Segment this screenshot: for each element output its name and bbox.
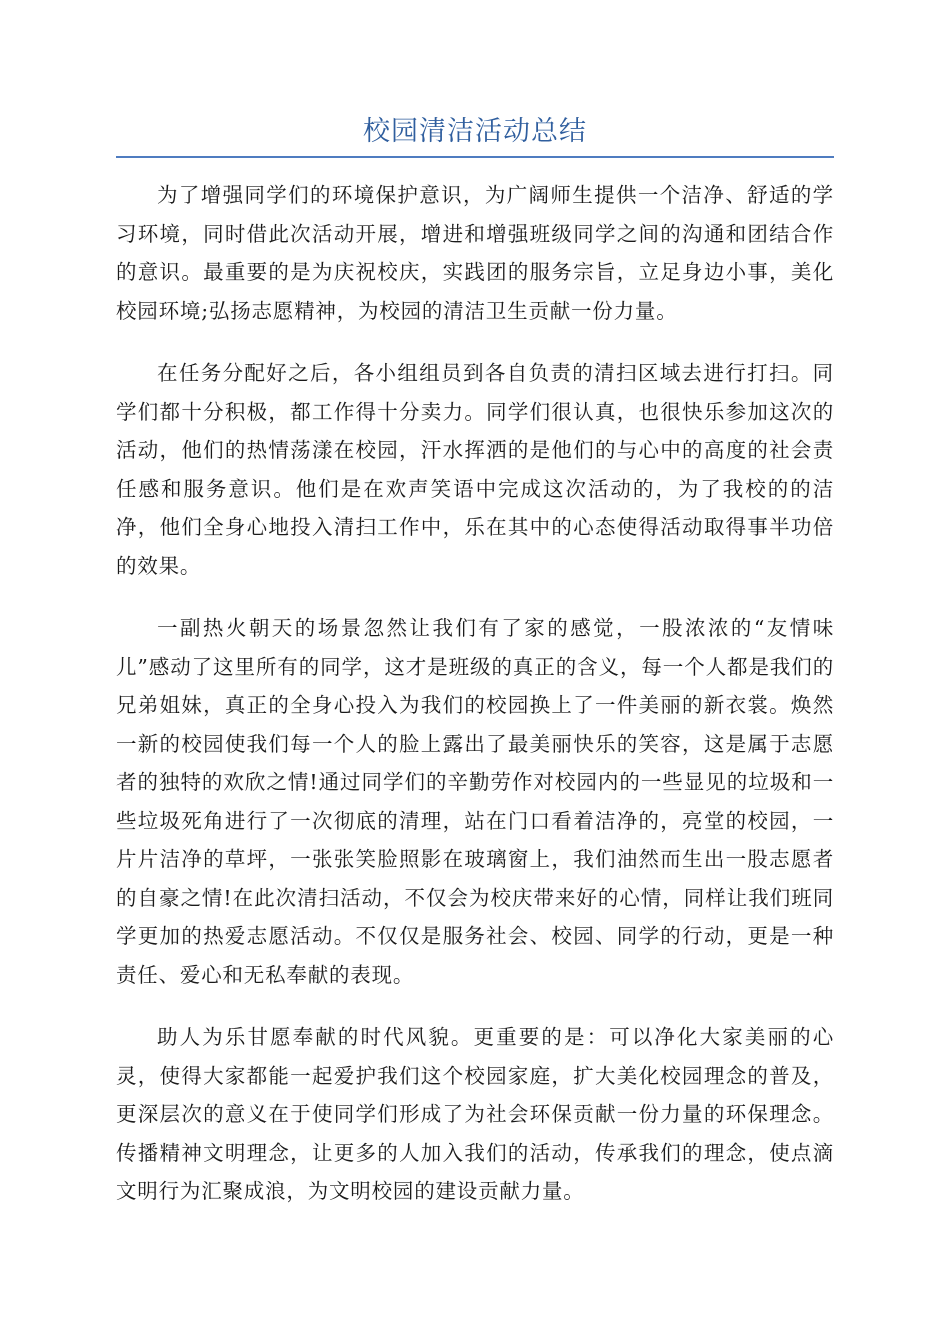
page-title: 校园清洁活动总结 bbox=[363, 116, 587, 147]
paragraph-2: 在任务分配好之后，各小组组员到各自负责的清扫区域去进行打扫。同学们都十分积极，都工作得十分卖力。同学们很认真，也很快乐参加这次的活动，他们的热情荡漾在校园，汗水挥洒的是他们的与心中的高度的社会责任感和服务意识。他们是在欢声笑语中完成这次活动的，为了我校的的洁净，他们全身心地投入清扫工作中，乐在其中的心态使得活动取得事半功倍的效果。 bbox=[116, 361, 834, 578]
paragraph-4: 助人为乐甘愿奉献的时代风貌。更重要的是：可以净化大家美丽的心灵，使得大家都能一起爱护我们这个校园家庭，扩大美化校园理念的普及，更深层次的意义在于使同学们形成了为社会环保贡献一份力量的环保理念。传播精神文明理念，让更多的人加入我们的活动，传承我们的理念，使点滴文明行为汇聚成浪，为文明校园的建设贡献力量。 bbox=[116, 1025, 834, 1203]
document-body bbox=[116, 176, 834, 1235]
paragraph-3: 一副热火朝天的场景忽然让我们有了家的感觉，一股浓浓的“友情味儿”感动了这里所有的同学，这才是班级的真正的含义，每一个人都是我们的兄弟姐妹，真正的全身心投入为我们的校园换上了一件美丽的新衣裳。焕然一新的校园使我们每一个人的脸上露出了最美丽快乐的笑容，这是属于志愿者的独特的欢欣之情!通过同学们的辛勤劳作对校园内的一些显见的垃圾和一些垃圾死角进行了一次彻底的清理，站在门口看着洁净的，亮堂的校园，一片片洁净的草坪，一张张笑脸照影在玻璃窗上，我们油然而生出一股志愿者的自豪之情!在此次清扫活动，不仅会为校庆带来好的心情，同样让我们班同学更加的热爱志愿活动。不仅仅是服务社会、校园、同学的行动，更是一种责任、爱心和无私奉献的表现。 bbox=[116, 616, 834, 987]
paragraph-1: 为了增强同学们的环境保护意识，为广阔师生提供一个洁净、舒适的学习环境，同时借此次活动开展，增进和增强班级同学之间的沟通和团结合作的意识。最重要的是为庆祝校庆，实践团的服务宗旨，立足身边小事，美化校园环境;弘扬志愿精神，为校园的清洁卫生贡献一份力量。 bbox=[116, 183, 834, 323]
title-block bbox=[116, 112, 834, 158]
